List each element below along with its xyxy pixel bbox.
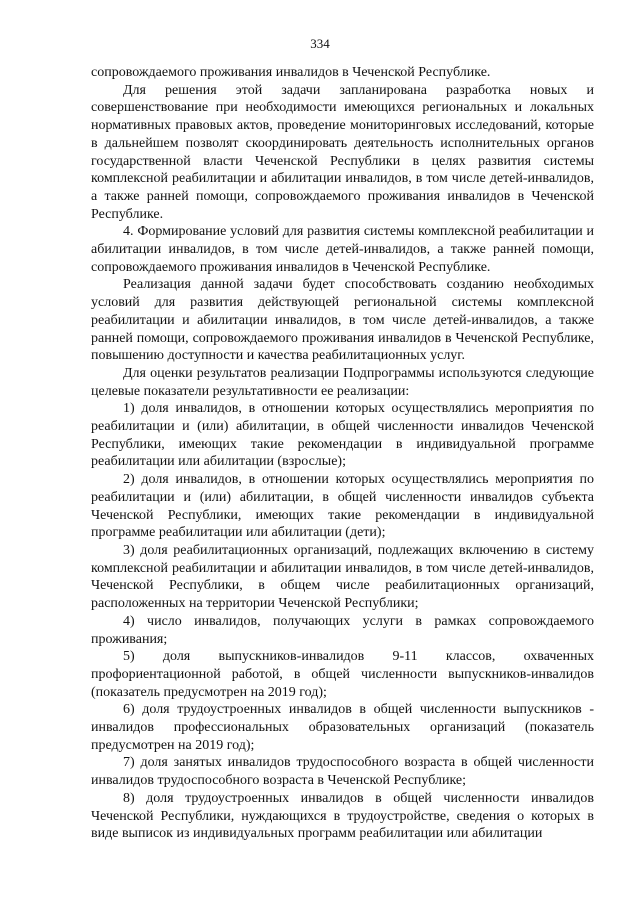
list-item: 5) доля выпускников-инвалидов 9-11 классов, охваченных профориентационной работой, в общей численности выпускников-инвалидов (показатель предусмотрен на 2019 год); [91,649,594,700]
paragraph: Для решения этой задачи запланирована разработка новых и совершенствование при необходимости имеющихся региональных и локальных нормативных правовых актов, проведение мониторинговых исследований, которые в дальнейшем позволят скоординировать деятельность исполнительных органов государственной власти Чеченской Республики в целях развития системы комплексной реабилитации и абилитации инвалидов, в том числе детей-инвалидов, а также ранней помощи, сопровождаемого проживания инвалидов в Чеченской Республике. [91,82,594,222]
paragraph: Реализация данной задачи будет способствовать созданию необходимых условий для развития действующей региональной системы комплексной реабилитации и абилитации инвалидов, в том числе детей-инвалидов, а также ранней помощи, сопровождаемого проживания инвалидов в Чеченской Республике, повышению доступности и качества реабилитационных услуг. [91,277,594,364]
page-content [91,64,594,843]
list-item: 2) доля инвалидов, в отношении которых осуществлялись мероприятия по реабилитации и (или) абилитации, в общей численности инвалидов субъекта Чеченской Республики, имеющих такие рекомендации в индивидуальной программе реабилитации или абилитации (дети); [91,472,594,541]
page-number: 334 [310,36,330,51]
list-item: 1) доля инвалидов, в отношении которых осуществлялись мероприятия по реабилитации и (или) абилитации, в общей численности инвалидов Чеченской Республики, имеющих такие рекомендации в индивидуальной программе реабилитации или абилитации (взрослые); [91,401,594,470]
paragraph: Для оценки результатов реализации Подпрограммы используются следующие целевые показатели результативности ее реализации: [91,365,594,399]
list-item: 6) доля трудоустроенных инвалидов в общей численности выпускников - инвалидов профессиональных образовательных организаций (показатель предусмотрен на 2019 год); [91,702,594,753]
list-item: 4) число инвалидов, получающих услуги в рамках сопровождаемого проживания; [91,613,594,647]
list-item: 7) доля занятых инвалидов трудоспособного возраста в общей численности инвалидов трудоспособного возраста в Чеченской Республике; [91,755,594,789]
list-item: 3) доля реабилитационных организаций, подлежащих включению в систему комплексной реабилитации и абилитации инвалидов, в том числе детей-инвалидов, Чеченской Республики, в общем числе реабилитационных организаций, расположенных на территории Чеченской Республики; [91,542,594,612]
paragraph: 4. Формирование условий для развития системы комплексной реабилитации и абилитации инвалидов, в том числе детей-инвалидов, а также ранней помощи, сопровождаемого проживания инвалидов в Чеченской Республике. [91,224,594,275]
list-item: 8) доля трудоустроенных инвалидов в общей численности инвалидов Чеченской Республики, нуждающихся в трудоустройстве, сведения о которых в виде выписок из индивидуальных программ реабилитации или абилитации [91,790,594,842]
paragraph: сопровождаемого проживания инвалидов в Чеченской Республике. [91,65,491,80]
